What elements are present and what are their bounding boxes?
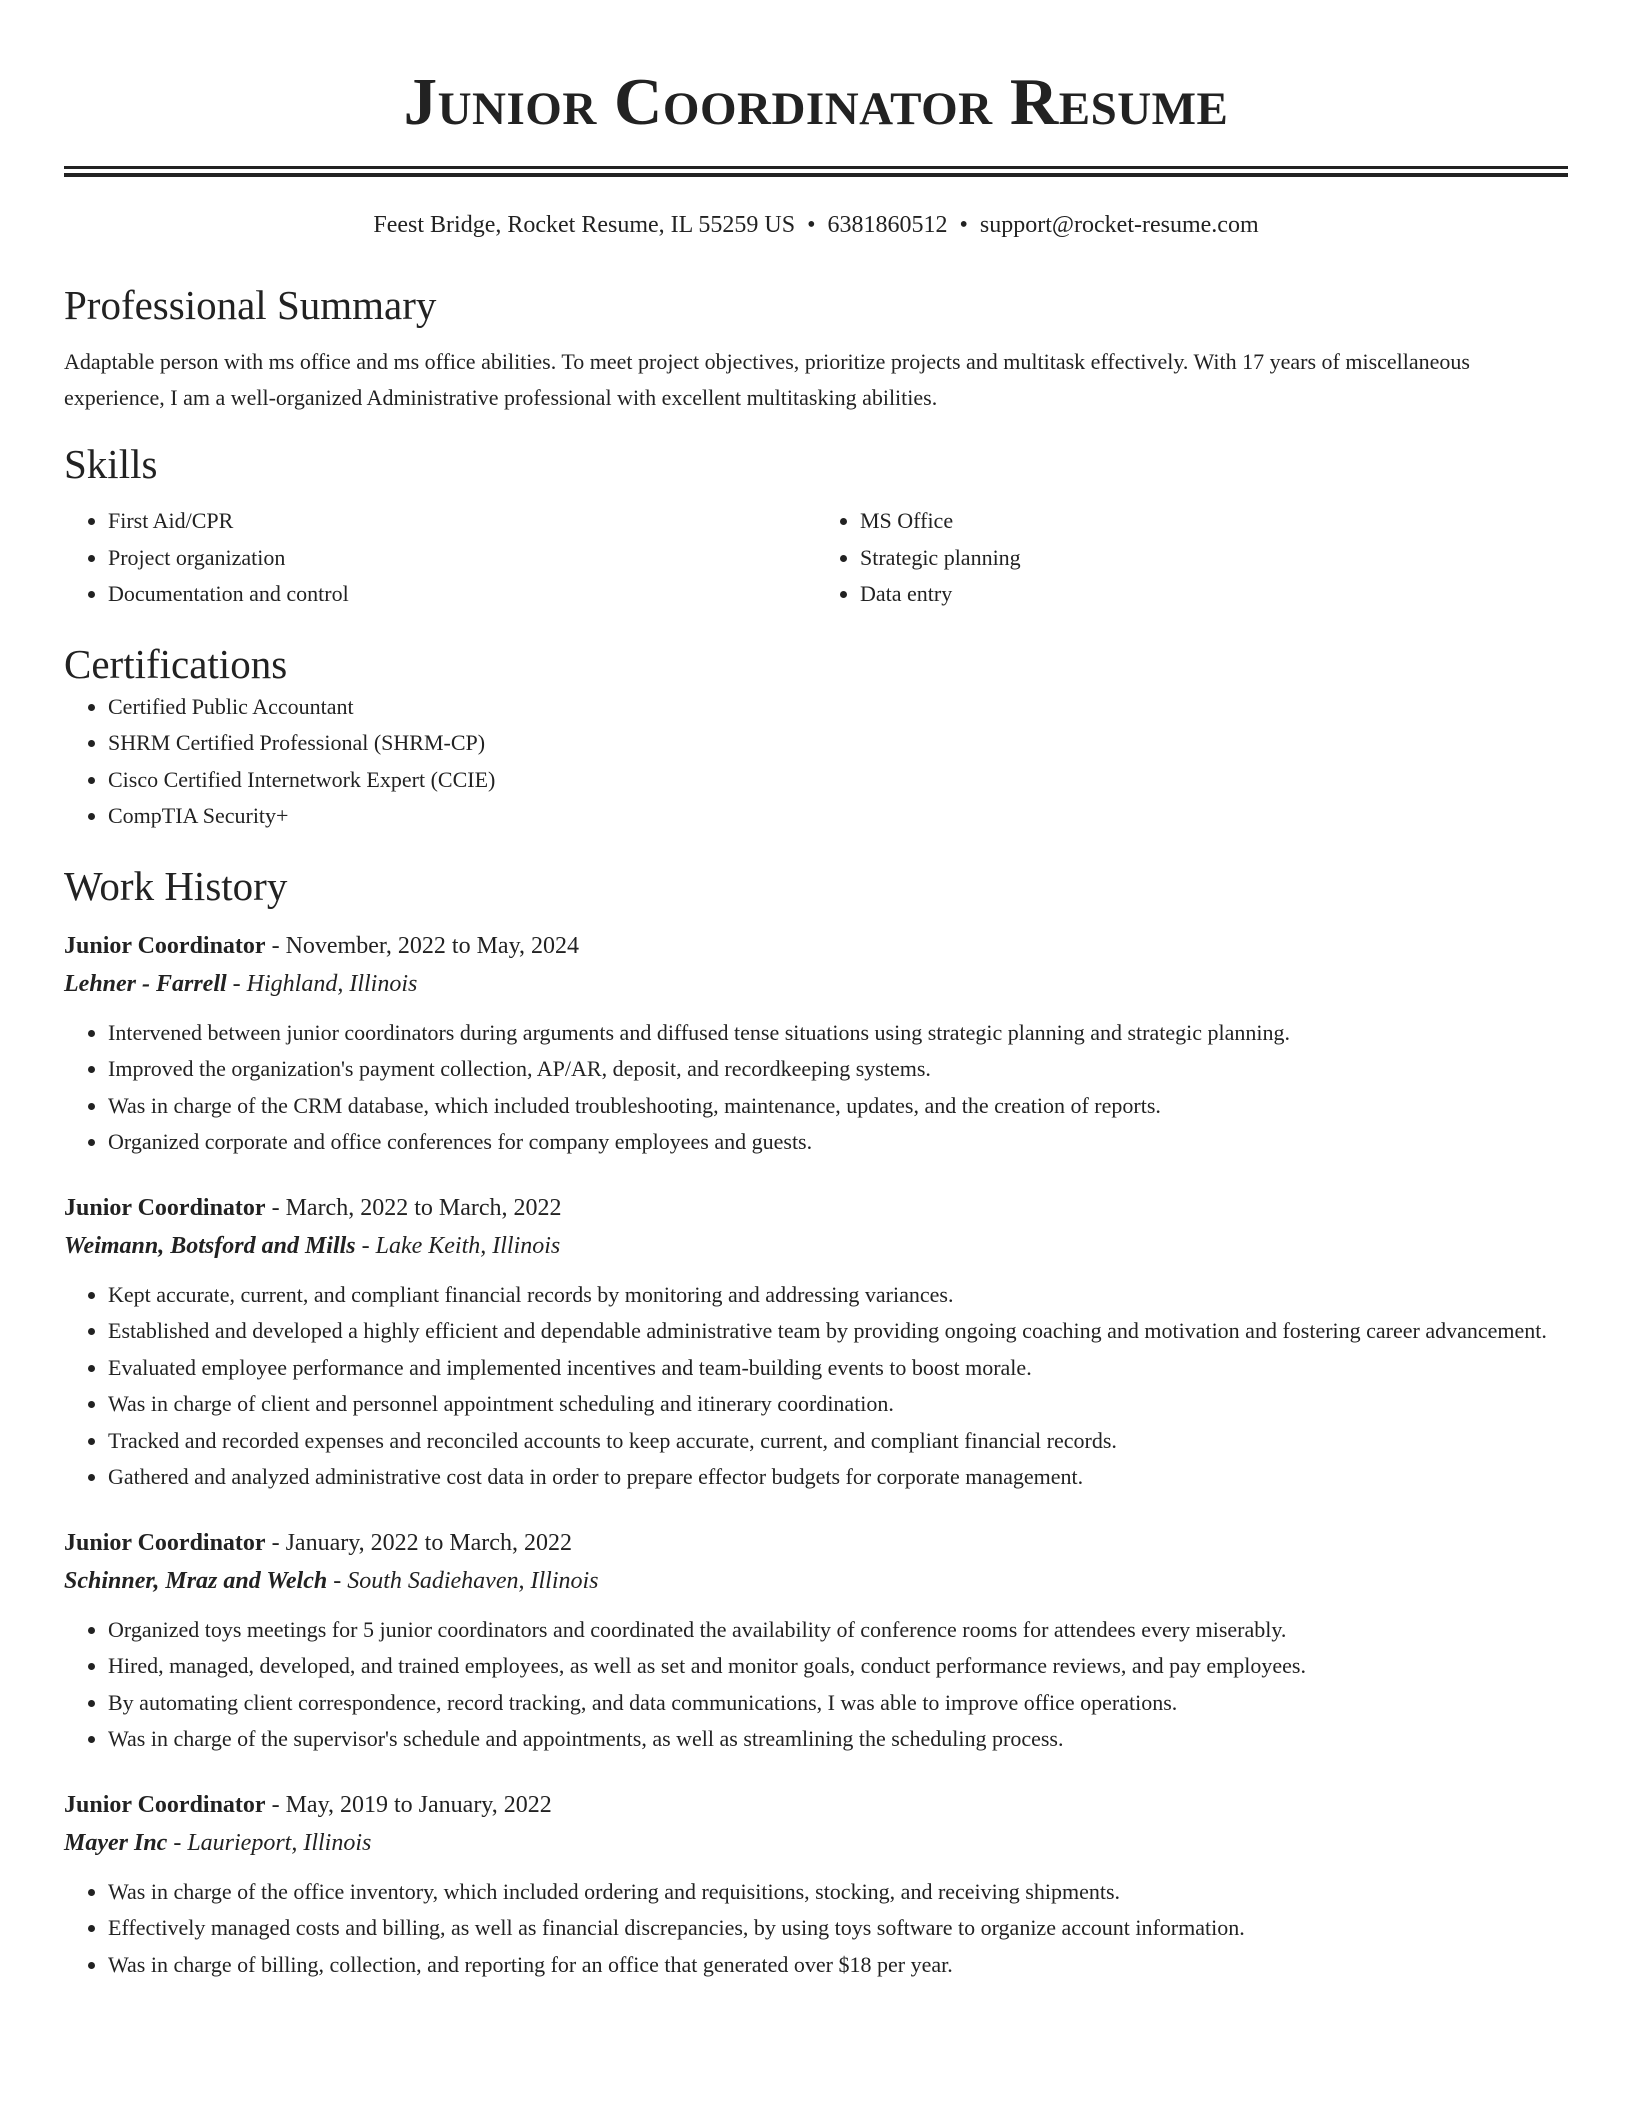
job-bullet: • Gathered and analyzed administrative cost data in order to prepare effector budgets for corporate management.: [108, 1459, 1568, 1496]
job-title-line: [64, 1189, 1568, 1227]
skills-list-right: [816, 503, 1568, 613]
job-entry: [64, 1189, 1568, 1496]
job-entry: [64, 1524, 1568, 1758]
job-entry: [64, 1786, 1568, 1984]
job-bullet: • Established and developed a highly efficient and dependable administrative team by providing ongoing coaching and motivation and fostering career advancement.: [108, 1313, 1568, 1350]
job-bullet: • Effectively managed costs and billing, as well as financial discrepancies, by using toys software to organize account information.: [108, 1910, 1568, 1947]
job-role: Junior Coordinator: [64, 932, 266, 959]
job-dates: - May, 2019 to January, 2022: [265, 1791, 552, 1818]
job-company: Mayer Inc: [64, 1829, 168, 1856]
job-bullet: • Was in charge of client and personnel appointment scheduling and itinerary coordination.: [108, 1386, 1568, 1423]
job-bullet: • Was in charge of the supervisor's schedule and appointments, as well as streamlining the scheduling process.: [108, 1721, 1568, 1758]
job-bullet: • Kept accurate, current, and compliant financial records by monitoring and addressing variances.: [108, 1277, 1568, 1314]
job-bullet: • Was in charge of the CRM database, which included troubleshooting, maintenance, updates, and the creation of reports.: [108, 1088, 1568, 1125]
job-bullet: • Was in charge of billing, collection, and reporting for an office that generated over $18 per year.: [108, 1947, 1568, 1984]
job-company: Lehner - Farrell: [64, 970, 227, 997]
skill-item: • MS Office: [860, 503, 1568, 540]
skill-item: • Data entry: [860, 576, 1568, 613]
job-location: - Highland, Illinois: [226, 970, 418, 997]
job-company-line: [64, 965, 1568, 1003]
summary-heading: Professional Summary: [64, 282, 437, 328]
certification-item: • CompTIA Security+: [108, 798, 1568, 835]
job-bullet: • By automating client correspondence, record tracking, and data communications, I was able to improve office operations.: [108, 1685, 1568, 1722]
job-bullet: • Organized corporate and office conferences for company employees and guests.: [108, 1124, 1568, 1161]
job-bullet: • Hired, managed, developed, and trained employees, as well as set and monitor goals, conduct performance reviews, and pay employees.: [108, 1648, 1568, 1685]
job-bullets: [64, 1874, 1568, 1984]
contact-line: [64, 210, 1568, 240]
contact-separator: •: [807, 212, 816, 238]
job-location: - Laurieport, Illinois: [167, 1829, 372, 1856]
certification-item: • Certified Public Accountant: [108, 689, 1568, 726]
job-company: Schinner, Mraz and Welch: [64, 1567, 328, 1594]
job-bullet: • Was in charge of the office inventory, which included ordering and requisitions, stocking, and receiving shipments.: [108, 1874, 1568, 1911]
certifications-heading: Certifications: [64, 640, 288, 687]
job-bullets: [64, 1277, 1568, 1496]
skill-item: • Project organization: [108, 540, 816, 577]
certifications-list: [64, 689, 1568, 835]
job-company-line: [64, 1562, 1568, 1600]
summary-text: Adaptable person with ms office and ms office abilities. To meet project objectives, prioritize projects and multitask effectively. With 17 years of miscellaneous experience, I am a well-organized Administrative professional with excellent multitasking abilities.: [64, 349, 1470, 410]
job-role: Junior Coordinator: [64, 1529, 266, 1556]
job-entry: [64, 927, 1568, 1161]
contact-address: Feest Bridge, Rocket Resume, IL 55259 US: [373, 212, 796, 238]
skills-list-left: [64, 503, 816, 613]
job-bullet: • Tracked and recorded expenses and reconciled accounts to keep accurate, current, and compliant financial records.: [108, 1423, 1568, 1460]
skills-heading: Skills: [64, 441, 158, 487]
job-title-line: [64, 927, 1568, 965]
job-bullet: • Organized toys meetings for 5 junior coordinators and coordinated the availability of conference rooms for attendees every miserably.: [108, 1612, 1568, 1649]
job-bullet: • Intervened between junior coordinators during arguments and diffused tense situations using strategic planning and strategic planning.: [108, 1015, 1568, 1052]
contact-phone: 6381860512: [827, 212, 948, 238]
job-company: Weimann, Botsford and Mills: [64, 1232, 356, 1259]
job-role: Junior Coordinator: [64, 1194, 266, 1221]
job-bullet: • Improved the organization's payment collection, AP/AR, deposit, and recordkeeping systems.: [108, 1051, 1568, 1088]
skill-item: • First Aid/CPR: [108, 503, 816, 540]
job-bullet: • Evaluated employee performance and implemented incentives and team-building events to boost morale.: [108, 1350, 1568, 1387]
certification-item: • Cisco Certified Internetwork Expert (CCIE): [108, 762, 1568, 799]
resume-title: Junior Coordinator Resume: [403, 65, 1229, 139]
job-company-line: [64, 1227, 1568, 1265]
job-dates: - November, 2022 to May, 2024: [265, 932, 580, 959]
skill-item: • Strategic planning: [860, 540, 1568, 577]
certification-item: • SHRM Certified Professional (SHRM-CP): [108, 725, 1568, 762]
job-role: Junior Coordinator: [64, 1791, 266, 1818]
job-location: - South Sadiehaven, Illinois: [327, 1567, 599, 1594]
job-bullets: [64, 1015, 1568, 1161]
contact-email: support@rocket-resume.com: [979, 212, 1259, 238]
job-dates: - March, 2022 to March, 2022: [265, 1194, 562, 1221]
job-location: - Lake Keith, Illinois: [355, 1232, 561, 1259]
skills-grid: [64, 503, 1568, 613]
work-history-heading: Work History: [64, 862, 288, 909]
contact-separator: •: [959, 212, 968, 238]
title-double-rule: [64, 166, 1568, 177]
job-bullets: [64, 1612, 1568, 1758]
skill-item: • Documentation and control: [108, 576, 816, 613]
job-company-line: [64, 1824, 1568, 1862]
job-title-line: [64, 1524, 1568, 1562]
job-dates: - January, 2022 to March, 2022: [265, 1529, 572, 1556]
job-title-line: [64, 1786, 1568, 1824]
resume-page: [64, 0, 1568, 1983]
